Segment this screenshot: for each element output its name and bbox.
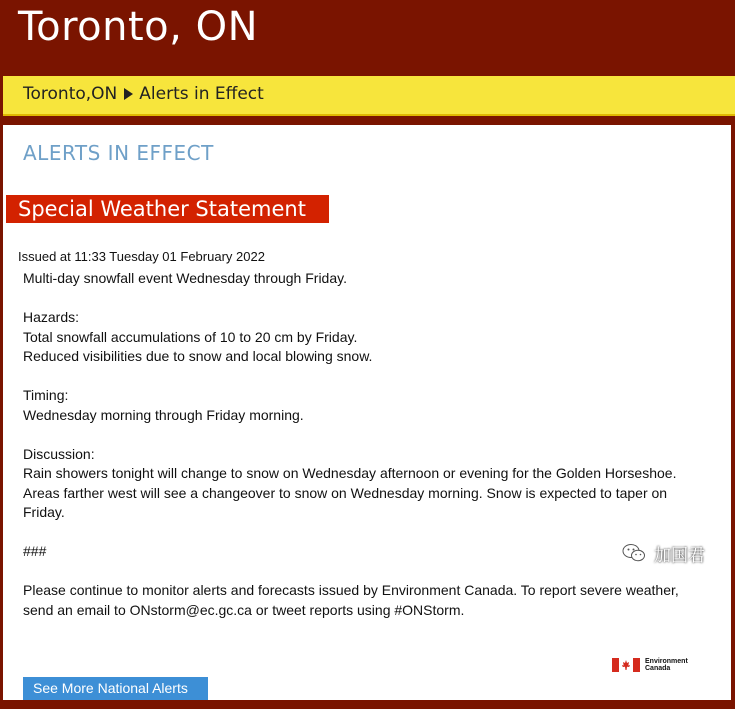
- section-heading: ALERTS IN EFFECT: [23, 141, 214, 165]
- wechat-icon: [622, 543, 646, 563]
- see-more-alerts-button[interactable]: See More National Alerts: [23, 677, 208, 700]
- breadcrumb: [23, 84, 264, 104]
- alert-paragraph: ###: [23, 543, 47, 559]
- breadcrumb-current: Alerts in Effect: [139, 84, 264, 104]
- alert-body: [23, 269, 703, 620]
- breadcrumb-bar: [3, 76, 735, 116]
- alert-type-banner: Special Weather Statement: [6, 195, 329, 223]
- breadcrumb-home-link[interactable]: Toronto,ON: [23, 84, 118, 104]
- watermark-text: 加国君: [654, 546, 705, 566]
- environment-canada-logo: [612, 656, 702, 674]
- page-title: Toronto, ON: [18, 4, 258, 50]
- alert-paragraph: Hazards: Total snowfall accumulations of 10 to 20 cm by Friday. Reduced visibilities due to snow and local blowing snow.: [23, 309, 373, 364]
- triangle-right-icon: [124, 88, 133, 100]
- alert-paragraph: Multi-day snowfall event Wednesday through Friday.: [23, 270, 347, 286]
- logo-text: Environment Canada: [645, 658, 688, 672]
- issued-timestamp: Issued at 11:33 Tuesday 01 February 2022: [18, 249, 265, 264]
- content-panel: [3, 125, 731, 700]
- alert-paragraph: Timing: Wednesday morning through Friday morning.: [23, 387, 304, 423]
- alert-paragraph: Please continue to monitor alerts and forecasts issued by Environment Canada. To report severe weather, send an email to ONstorm@ec.gc.ca or tweet reports using #ONStorm.: [23, 582, 679, 618]
- canada-flag-icon: [612, 658, 640, 672]
- alert-paragraph: Discussion: Rain showers tonight will change to snow on Wednesday afternoon or evening for the Golden Horseshoe. Areas farther west will see a changeover to snow on Wednesday morning. Snow is expected to taper on Friday.: [23, 445, 677, 520]
